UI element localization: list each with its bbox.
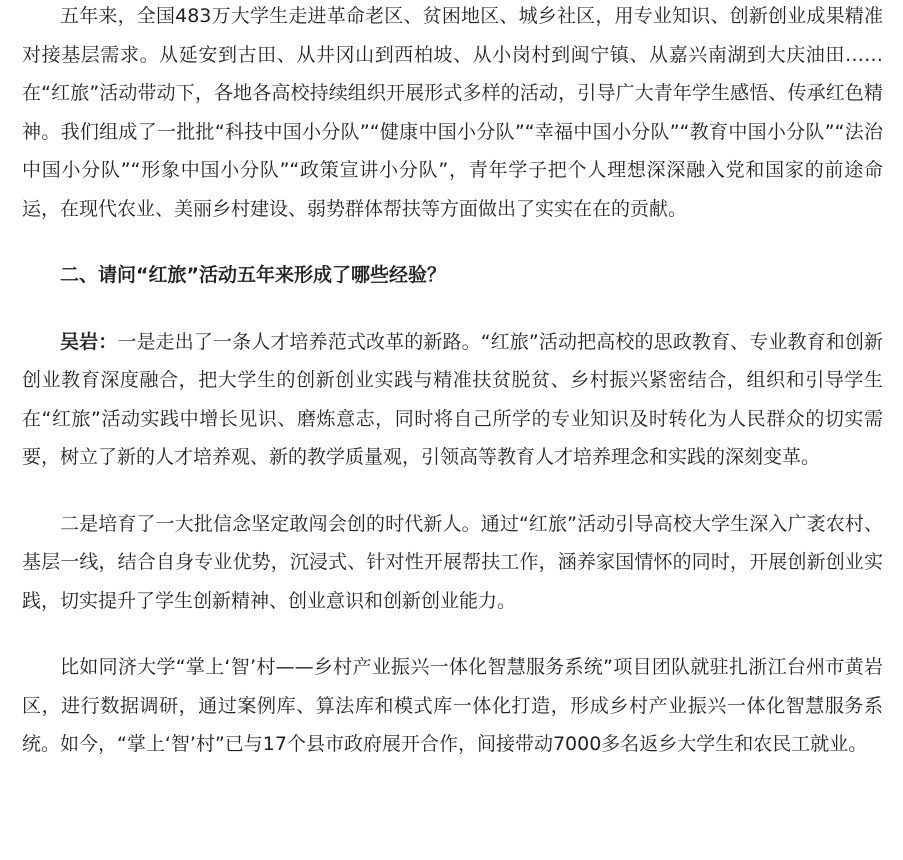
speaker-label: 吴岩： [60, 330, 118, 353]
paragraph-intro: 五年来，全国483万大学生走进革命老区、贫困地区、城乡社区，用专业知识、创新创业成果精准对接基层需求。从延安到古田、从井冈山到西柏坡、从小岗村到闽宁镇、从嘉兴南湖到大庆油田……在“红旅”活动带动下，各地各高校持续组织开展形式多样的活动，引导广大青年学生感悟、传承红色精神。我们组成了一批批“科技中国小分队”“健康中国小分队”“幸福中国小分队”“教育中国小分队”“法治中国小分队”“形象中国小分队”“政策宣讲小分队”，青年学子把个人理想深深融入党和国家的前途命运，在现代农业、美丽乡村建设、弱势群体帮扶等方面做出了实实在在的贡献。 [22, 5, 883, 220]
paragraph-answer-first [22, 323, 883, 477]
paragraph-example: 比如同济大学“掌上‘智’村——乡村产业振兴一体化智慧服务系统”项目团队就驻扎浙江台州市黄岩区，进行数据调研，通过案例库、算法库和模式库一体化打造，形成乡村产业振兴一体化智慧服务系统。如今，“掌上‘智’村”已与17个县市政府展开合作，间接带动7000多名返乡大学生和农民工就业。 [22, 656, 883, 755]
section-heading: 二、请问“红旅”活动五年来形成了哪些经验？ [60, 264, 446, 286]
paragraph-answer-second: 二是培育了一大批信念坚定敢闯会创的时代新人。通过“红旅”活动引导高校大学生深入广袤农村、基层一线，结合自身专业优势，沉浸式、针对性开展帮扶工作，涵养家国情怀的同时，开展创新创业实践，切实提升了学生创新精神、创业意识和创新创业能力。 [22, 512, 883, 612]
paragraph-answer-first-text: 一是走出了一条人才培养范式改革的新路。“红旅”活动把高校的思政教育、专业教育和创新创业教育深度融合，把大学生的创新创业实践与精准扶贫脱贫、乡村振兴紧密结合，组织和引导学生在“红旅”活动实践中增长见识、磨炼意志，同时将自己所学的专业知识及时转化为人民群众的切实需要，树立了新的人才培养观、新的教学质量观，引领高等教育人才培养理念和实践的深刻变革。 [22, 330, 883, 468]
